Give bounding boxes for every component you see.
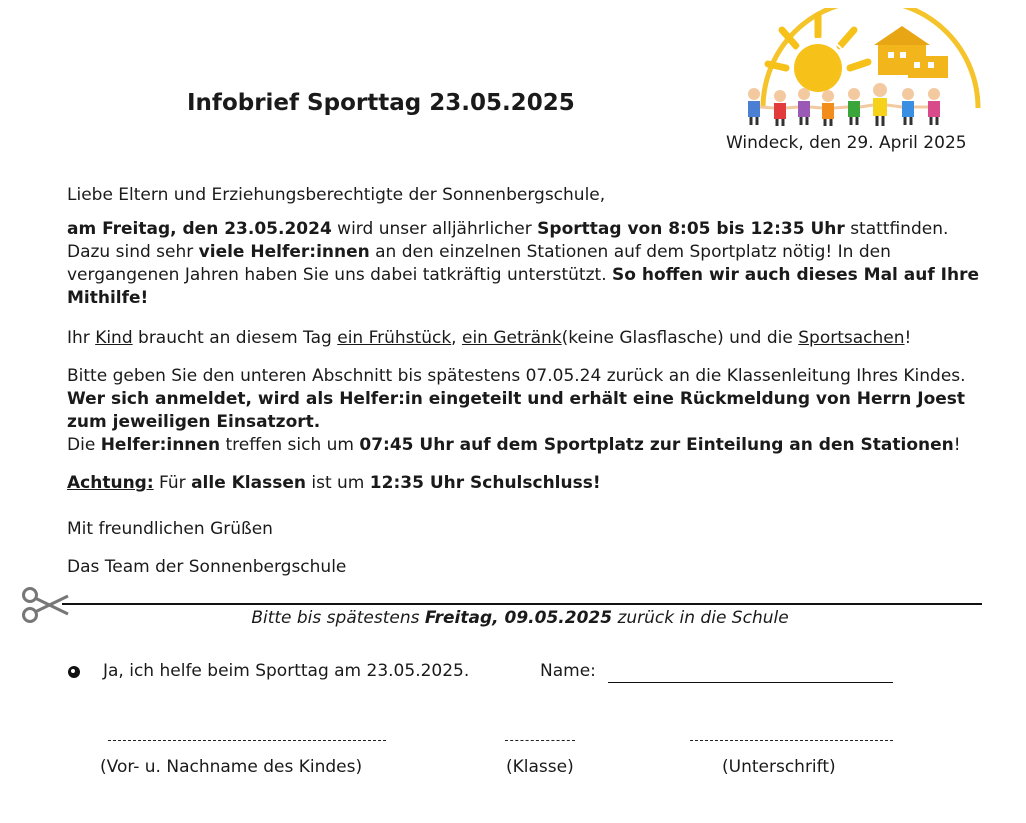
return-deadline-note: Bitte bis spätestens Freitag, 09.05.2025 zurück in die Schule <box>251 608 789 628</box>
children-icon <box>748 83 940 126</box>
page-title: Infobrief Sporttag 23.05.2025 <box>187 90 575 116</box>
paragraph-registration: Bitte geben Sie den unteren Abschnitt bis spätestens 07.05.24 zurück an die Klassenleitung Ihres Kindes. Wer sich anmeldet, wird als Helfer:in eingeteilt und erhält eine Rückmeldung von Herrn Joest zum jeweiligen Einsatzort. Die Helfer:innen treffen sich um 07:45 Uhr auf dem Sportplatz zur Einteilung an den Stationen! <box>67 366 966 455</box>
class-field-line[interactable] <box>505 740 575 741</box>
checkbox-bullet-icon[interactable] <box>68 666 80 678</box>
school-logo <box>738 8 984 128</box>
class-label: (Klasse) <box>506 757 574 777</box>
paragraph-what-to-bring: Ihr Kind braucht an diesem Tag ein Frühstück, ein Getränk(keine Glasflasche) und die Sportsachen! <box>67 328 912 348</box>
place-date: Windeck, den 29. April 2025 <box>726 133 967 153</box>
name-field-line[interactable] <box>608 682 893 683</box>
child-name-label: (Vor- u. Nachname des Kindes) <box>100 757 363 777</box>
helper-confirmation-text: Ja, ich helfe beim Sporttag am 23.05.2025. <box>103 661 470 681</box>
signature-label: (Unterschrift) <box>722 757 836 777</box>
signature-team: Das Team der Sonnenbergschule <box>67 557 347 577</box>
greeting: Liebe Eltern und Erziehungsberechtigte der Sonnenbergschule, <box>67 185 606 205</box>
paragraph-attention: Achtung: Für alle Klassen ist um 12:35 Uhr Schulschluss! <box>67 473 601 493</box>
child-name-field-line[interactable] <box>108 740 386 741</box>
school-house-icon <box>874 26 948 78</box>
name-label: Name: <box>540 661 596 681</box>
signature-field-line[interactable] <box>690 740 893 741</box>
paragraph-announcement: am Freitag, den 23.05.2024 wird unser alljährlicher Sporttag von 8:05 bis 12:35 Uhr stattfinden. Dazu sind sehr viele Helfer:innen an den einzelnen Stationen auf dem Sportplatz nötig! In den vergangenen Jahren haben Sie uns dabei tatkräftig unterstützt. So hoffen wir auch dieses Mal auf Ihre Mithilfe! <box>67 219 980 308</box>
cut-line <box>62 603 982 605</box>
closing-line: Mit freundlichen Grüßen <box>67 519 273 539</box>
